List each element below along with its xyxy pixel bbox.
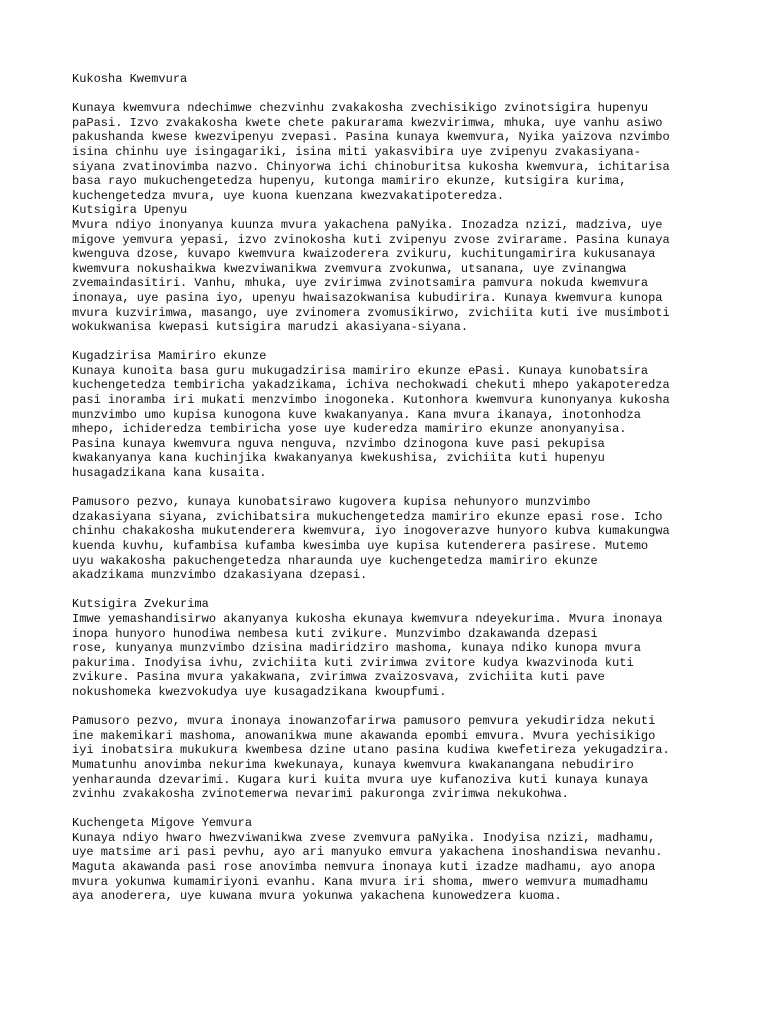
section-paragraph: Imwe yemashandisirwo akanyanya kukosha ekunaya kwemvura ndeyekurima. Mvura inonaya inopa hunyoro hunodiwa nembesa kuti zvikure. Munzvimbo dzakawanda dzepasi rose, kunyanya munzvimbo dzisina madiridziro mashoma, kunaya ndiko kunopa mvura pakurima. Inodyisa ivhu, zvichiita kuti zvirimwa zvitore kudya kwazvinoda kuti zvikure. Pasina mvura yakakwana, zvirimwa zvaizosvava, zvichiita kuti pave nokushomeka kwezvokudya uye kusagadzikana kwoupfumi. [72,611,663,699]
document-title: Kukosha Kwemvura [72,72,188,86]
section-paragraph: Kunaya kunoita basa guru mukugadzirisa mamiriro ekunze ePasi. Kunaya kunobatsira kuchengetedza tembiricha yakadzikama, ichiva nechokwadi chekuti mhepo yakapoteredza pasi inoramba iri mukati menzvimbo inogoneka. Kutonhora kwemvura kunonyanya kukosha munzvimbo umo kupisa kunogona kuve kwakanyanya. Kana mvura ikanaya, inotonhodza mhepo, ichideredza tembiricha yose uye kuderedza mamiriro ekunze anonyanyisa. Pasina kunaya kwemvura nguva nenguva, nzvimbo dzinogona kuve pasi pekupisa kwakanyanya kana kuchinjika kwakanyanya kwekushisa, zvichiita kuti hupenyu husagadzikana kana kusaita. [72,363,670,481]
section-heading: Kutsigira Zvekurima [72,597,209,612]
intro-paragraph: Kunaya kwemvura ndechimwe chezvinhu zvakakosha zvechisikigo zvinotsigira hupenyu paPasi. Izvo zvakakosha kwete chete pakurarama kwezvirimwa, mhuka, uye vanhu asiwo pakushanda kwese kwezvipenyu zvepasi. Pasina kunaya kwemvura, Nyika yaizova nzvimbo isina chinhu uye isingagariki, isina miti yakasvibira uye zvipenyu zvakasiyana- siyana zvatinovimba nazvo. Chinyorwa ichi chinoburitsa kukosha kwemvura, ichitarisa basa rayo mukuchengetedza hupenyu, kutonga mamiriro ekunze, kutsigira kurima, kuchengetedza mvura, uye kuona kuenzana kwezvakatipoteredza. [72,101,670,203]
section-paragraph: Kunaya ndiyo hwaro hwezviwanikwa zvese zvemvura paNyika. Inodyisa nzizi, madhamu, uye matsime ari pasi pevhu, ayo ari manyuko emvura yakachena inoshandiswa nevanhu. Maguta akawanda pasi rose anovimba nemvura inonaya kuti izadze madhamu, ayo anopa mvura yokunwa kumamiriyoni evanhu. Kana mvura iri shoma, mwero wemvura mumadhamu aya anoderera, uye kuwana mvura yokunwa yakachena kunowedzera kuoma. [72,830,663,904]
section-kutsigira-upenyu [72,203,712,334]
document-page [72,72,712,918]
paragraph-gap [72,481,712,496]
section-heading: Kutsigira Upenyu [72,203,188,218]
section-kuchengeta-migove [72,816,712,904]
section-paragraph: Pamusoro pezvo, mvura inonaya inowanzofarirwa pamusoro pemvura yekudiridza nekuti ine makemikari mashoma, anowanikwa mune akawanda epombi emvura. Mvura yechisikigo iyi inobatsira mukukura kwembesa dzine utano pasina kudiwa kwefetireza yekugadzira. Mumatunhu anovimba nekurima kwekunaya, kunaya kwemvura kwakanangana nebudiriro yenharaunda dzevarimi. Kugara kuri kuita mvura uye kufanoziva kuti kunaya kunaya zvinhu zvakakosha zvinotemerwa nevarimi pakuronga zvirimwa nekukohwa. [72,714,670,802]
section-kugadzirisa-mamiriro [72,349,712,583]
section-heading: Kuchengeta Migove Yemvura [72,816,253,831]
section-kutsigira-zvekurima [72,597,712,801]
section-paragraph: Mvura ndiyo inonyanya kuunza mvura yakachena paNyika. Inozadza nzizi, madziva, uye migove yemvura yepasi, izvo zvinokosha kuti zvipenyu zvose zvirarame. Pasina kunaya kwenguva dzose, kuvapo kwemvura kwaizoderera zvikuru, kuchitungamirira kukusanaya kwemvura nokushaikwa kwezviwanikwa zvemvura zvokunwa, utsanana, uye zvinangwa zvemaindasitiri. Vanhu, mhuka, uye zvirimwa zvinotsamira pamvura nokuda kwemvura inonaya, uye pasina iyo, upenyu hwaisazokwanisa kubudirira. Kunaya kwemvura kunopa mvura kuzvirimwa, masango, uye zvinomera zvomusikirwo, zvichiita kuti ive musimboti wokukwanisa kwepasi kutsigira marudzi akasiyana-siyana. [72,217,670,335]
section-paragraph: Pamusoro pezvo, kunaya kunobatsirawo kugovera kupisa nehunyoro munzvimbo dzakasiyana siyana, zvichibatsira mukuchengetedza mamiriro ekunze epasi rose. Icho chinhu chakakosha mukutenderera kwemvura, iyo inogoverazve hunyoro kubva kumakungwa kuenda kuvhu, kufambisa kufamba kwesimba uye kupisa kutenderera pasirese. Mutemo uyu wakakosha pakuchengetedza nharaunda uye kuchengetedza mamiriro ekunze akadzikama munzvimbo dzakasiyana dzepasi. [72,495,670,583]
section-heading: Kugadzirisa Mamiriro ekunze [72,349,267,364]
paragraph-gap [72,700,712,715]
